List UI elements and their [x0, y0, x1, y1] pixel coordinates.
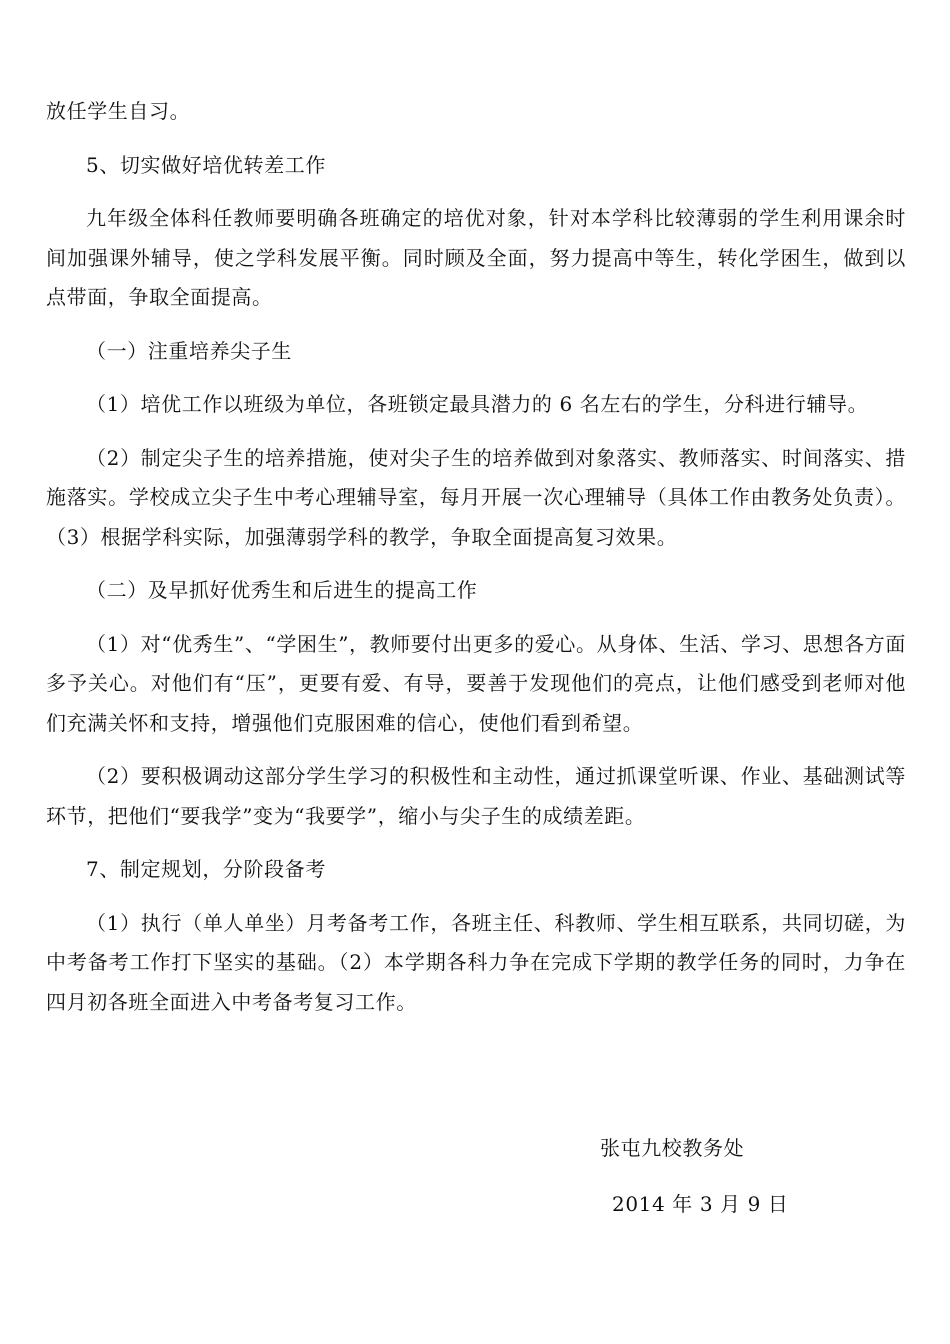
paragraph-top-students-2: （2）制定尖子生的培养措施，使对尖子生的培养做到对象落实、教师落实、时间落实、措施落实。学校成立尖子生中考心理辅导室，每月开展一次心理辅导（具体工作由教务处负责）。（3）根据学科实际，加强薄弱学科的教学，争取全面提高复习效果。 [46, 445, 906, 549]
subsection-heading-top-students: （一）注重培养尖子生 [86, 338, 292, 363]
paragraph-planning: （1）执行（单人单坐）月考备考工作，各班主任、科教师、学生相互联系，共同切磋，为中考备考工作打下坚实的基础。（2）本学期各科力争在完成下学期的教学任务的同时，力争在四月初各班全面进入中考备考复习工作。 [46, 910, 906, 1014]
subsection-heading-improvement: （二）及早抓好优秀生和后进生的提高工作 [86, 578, 478, 602]
document-body [46, 92, 906, 1036]
signature-organization: 张屯九校教务处 [600, 1136, 745, 1160]
section-heading-5: 5、切实做好培优转差工作 [86, 152, 326, 177]
paragraph-continuation: 放任学生自习。 [46, 99, 191, 123]
section-heading-7: 7、制定规划，分阶段备考 [86, 857, 326, 881]
paragraph-improvement-1: （1）对“优秀生”、“学困生”，教师要付出更多的爱心。从身体、生活、学习、思想各方面多予关心。对他们有“压”，更要有爱、有导，要善于发现他们的亮点，让他们感受到老师对他们充满关怀和支持，增强他们克服困难的信心，使他们看到希望。 [46, 631, 906, 735]
paragraph-tutoring-overview: 九年级全体科任教师要明确各班确定的培优对象，针对本学科比较薄弱的学生利用课余时间加强课外辅导，使之学科发展平衡。同时顾及全面，努力提高中等生，转化学困生，做到以点带面，争取全面提高。 [46, 206, 906, 309]
paragraph-improvement-2: （2）要积极调动这部分学生学习的积极性和主动性，通过抓课堂听课、作业、基础测试等环节，把他们“要我学”变为“我要学”，缩小与尖子生的成绩差距。 [46, 764, 906, 828]
signature-date: 2014 年 3 月 9 日 [612, 1192, 789, 1216]
paragraph-top-students-1: （1）培优工作以班级为单位，各班锁定最具潜力的 6 名左右的学生，分科进行辅导。 [86, 392, 869, 416]
